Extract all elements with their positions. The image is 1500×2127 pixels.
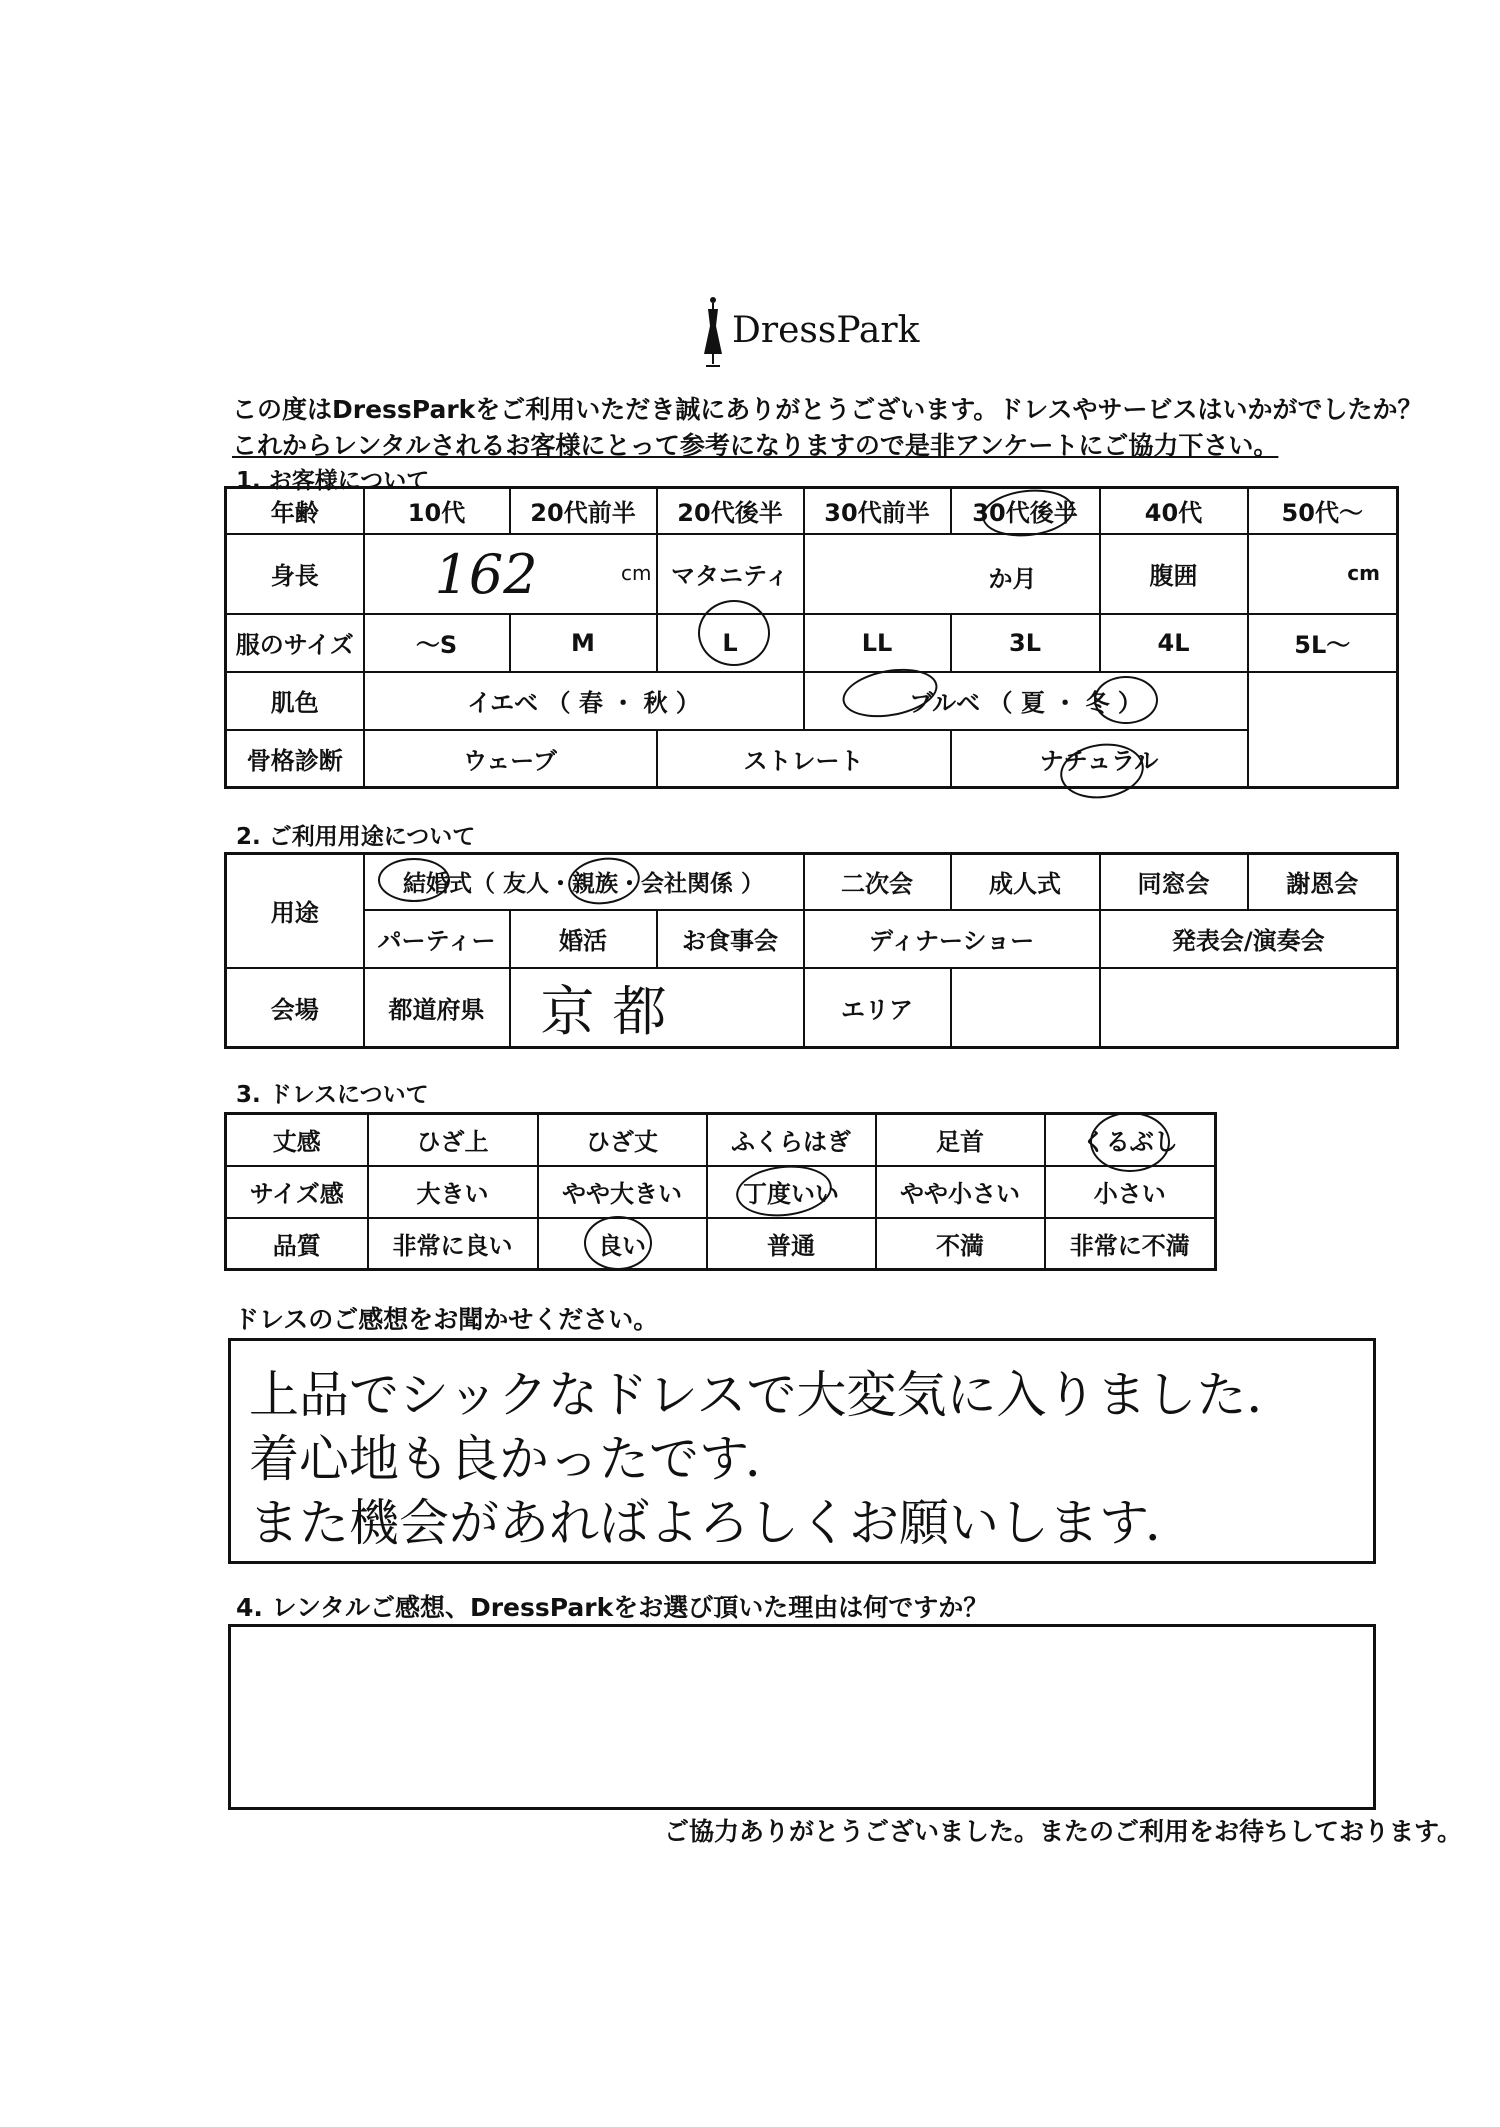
height-field[interactable] (364, 534, 657, 614)
frame-option[interactable]: ストレート (657, 730, 951, 788)
age-label: 年齢 (226, 488, 364, 534)
impression-prompt: ドレスのご感想をお聞かせください。 (234, 1305, 659, 1334)
impression-line-2: 着心地も良かったです． (249, 1430, 795, 1488)
length-option[interactable]: ひざ丈 (538, 1114, 707, 1166)
use-option[interactable]: パーティー (364, 910, 510, 968)
pref-field[interactable] (510, 968, 804, 1048)
fit-option[interactable]: やや小さい (876, 1166, 1045, 1218)
age-option[interactable]: 30代前半 (804, 488, 951, 534)
pref-label: 都道府県 (364, 968, 510, 1048)
quality-option[interactable]: 普通 (707, 1218, 876, 1270)
size-option[interactable]: 5L～ (1248, 614, 1398, 672)
height-unit: cm (621, 560, 652, 585)
intro-line-2: これからレンタルされるお客様にとって参考になりますので是非アンケートにご協力下さい。 (232, 431, 1279, 460)
length-label: 丈感 (226, 1114, 368, 1166)
waist-unit: cm (1347, 560, 1380, 585)
skin-label: 肌色 (226, 672, 364, 730)
fit-label: サイズ感 (226, 1166, 368, 1218)
section-3-title: 3. ドレスについて (236, 1082, 429, 1108)
logo-text: DressPark (732, 310, 920, 351)
use-option[interactable]: 発表会/演奏会 (1100, 910, 1398, 968)
usage-table (224, 852, 1399, 1049)
height-value: 162 (434, 542, 538, 606)
blank-cell (1248, 730, 1398, 788)
frame-label: 骨格診断 (226, 730, 364, 788)
use-label: 用途 (226, 854, 364, 968)
quality-option[interactable]: 良い (538, 1218, 707, 1270)
impression-box[interactable] (228, 1338, 1376, 1564)
age-option[interactable]: 30代後半 (951, 488, 1100, 534)
skin-blue-option[interactable]: ブルベ （ 夏 ・ 冬 ） (804, 672, 1248, 730)
area-label: エリア (804, 968, 951, 1048)
venue-label: 会場 (226, 968, 364, 1048)
use-option[interactable]: 謝恩会 (1248, 854, 1398, 910)
area-field[interactable] (951, 968, 1100, 1048)
customer-table (224, 486, 1399, 789)
dress-table (224, 1112, 1217, 1271)
dress-icon (700, 296, 726, 368)
use-option[interactable]: 二次会 (804, 854, 951, 910)
size-option[interactable]: ～S (364, 614, 510, 672)
age-option[interactable]: 50代～ (1248, 488, 1398, 534)
size-option[interactable]: 4L (1100, 614, 1248, 672)
length-option[interactable]: ひざ上 (368, 1114, 538, 1166)
impression-line-3: また機会があればよろしくお願いします． (249, 1494, 1195, 1552)
size-label: 服のサイズ (226, 614, 364, 672)
age-option[interactable]: 40代 (1100, 488, 1248, 534)
pref-value: 京都 (540, 979, 685, 1043)
quality-option[interactable]: 不満 (876, 1218, 1045, 1270)
size-option[interactable]: 3L (951, 614, 1100, 672)
length-option[interactable]: ふくらはぎ (707, 1114, 876, 1166)
length-option[interactable]: 足首 (876, 1114, 1045, 1166)
use-option[interactable]: 同窓会 (1100, 854, 1248, 910)
size-option[interactable]: L (657, 614, 804, 672)
section-4-title: 4. レンタルご感想、DressParkをお選び頂いた理由は何ですか？ (236, 1593, 989, 1622)
quality-option[interactable]: 非常に良い (368, 1218, 538, 1270)
waist-field[interactable] (1248, 534, 1398, 614)
reason-box[interactable] (228, 1624, 1376, 1810)
section-1-title: 1. お客様について (236, 468, 430, 494)
blank-cell (1248, 672, 1398, 730)
fit-option[interactable]: 丁度いい (707, 1166, 876, 1218)
fit-option[interactable]: 小さい (1045, 1166, 1216, 1218)
fit-option[interactable]: 大きい (368, 1166, 538, 1218)
use-option-wedding[interactable]: 結婚式（ 友人・親族・会社関係 ） (364, 854, 804, 910)
maternity-unit: か月 (988, 564, 1037, 593)
frame-option[interactable]: ウェーブ (364, 730, 657, 788)
quality-label: 品質 (226, 1218, 368, 1270)
fit-option[interactable]: やや大きい (538, 1166, 707, 1218)
closing-text: ご協力ありがとうございました。またのご利用をお待ちしております。 (664, 1817, 1463, 1846)
use-option[interactable]: 成人式 (951, 854, 1100, 910)
age-option[interactable]: 20代後半 (657, 488, 804, 534)
quality-option[interactable]: 非常に不満 (1045, 1218, 1216, 1270)
impression-line-1: 上品でシックなドレスで大変気に入りました． (249, 1366, 1297, 1424)
size-option[interactable]: LL (804, 614, 951, 672)
maternity-field[interactable] (804, 534, 1100, 614)
section-2-title: 2. ご利用用途について (236, 824, 476, 850)
intro-line-1: この度はDressParkをご利用いただき誠にありがとうございます。ドレスやサービスはいかがでしたか？ (232, 395, 1423, 424)
size-option[interactable]: M (510, 614, 657, 672)
frame-option[interactable]: ナチュラル (951, 730, 1248, 788)
maternity-label: マタニティ (657, 534, 804, 614)
skin-yellow-option[interactable]: イエベ （ 春 ・ 秋 ） (364, 672, 804, 730)
use-option[interactable]: ディナーショー (804, 910, 1100, 968)
use-option[interactable]: 婚活 (510, 910, 657, 968)
age-option[interactable]: 20代前半 (510, 488, 657, 534)
blank-cell (1100, 968, 1398, 1048)
use-option[interactable]: お食事会 (657, 910, 804, 968)
waist-label: 腹囲 (1100, 534, 1248, 614)
logo (700, 296, 940, 368)
height-label: 身長 (226, 534, 364, 614)
length-option[interactable]: くるぶし (1045, 1114, 1216, 1166)
age-option[interactable]: 10代 (364, 488, 510, 534)
